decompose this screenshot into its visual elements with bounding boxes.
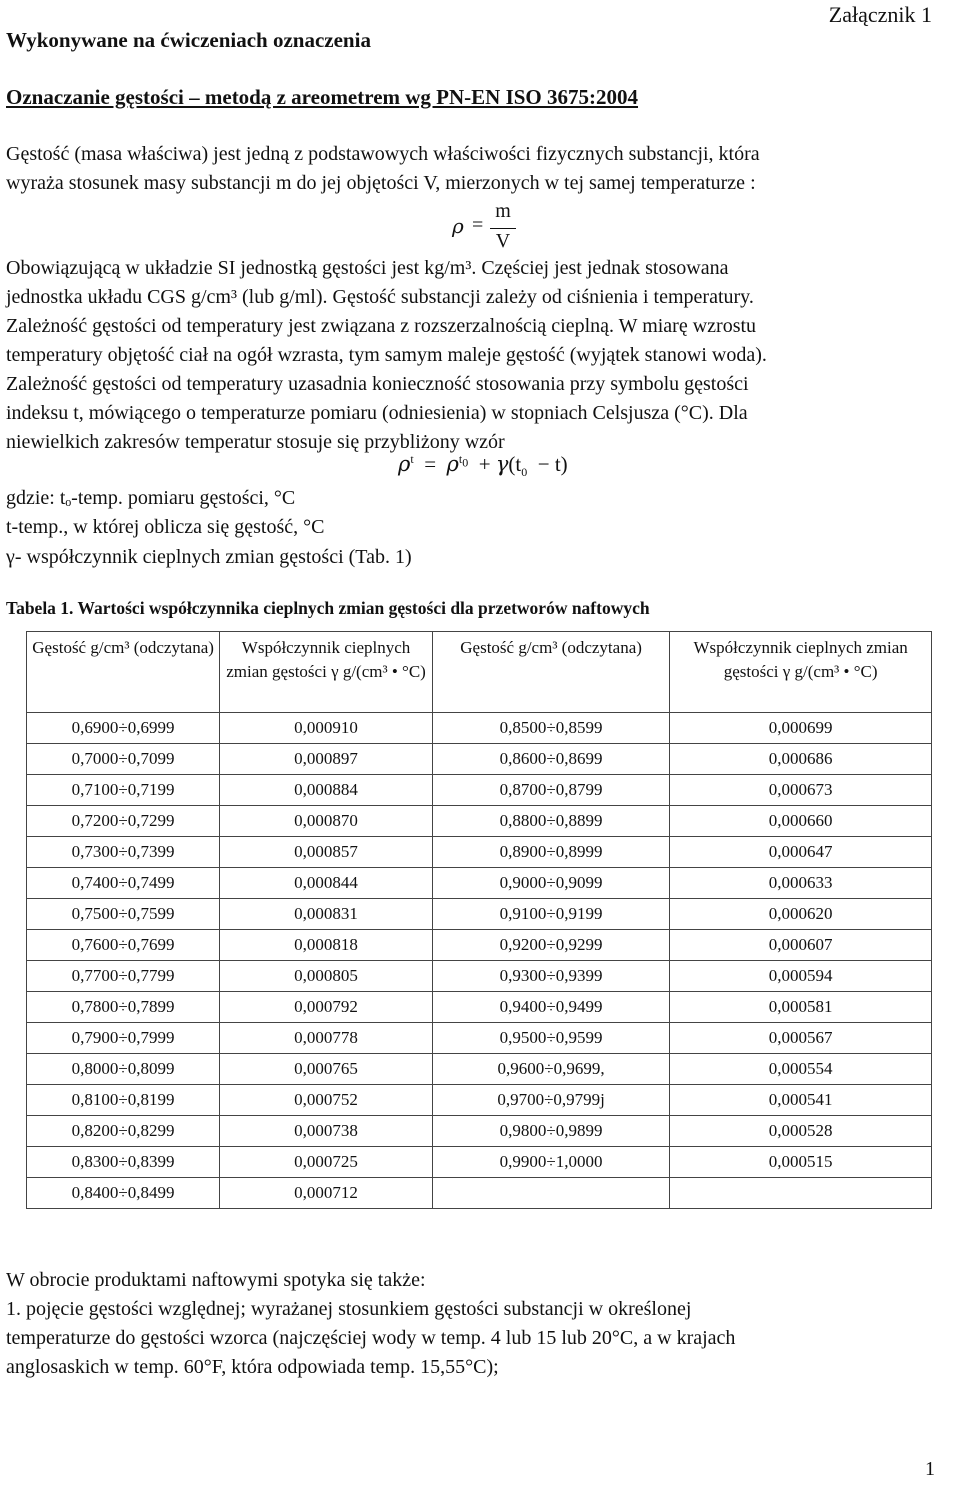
table-cell: 0,000607 (670, 930, 932, 961)
table-cell: 0,7400÷0,7499 (27, 868, 220, 899)
table-cell: 0,000805 (220, 961, 433, 992)
table-row (27, 1023, 932, 1054)
table-row (27, 806, 932, 837)
footer-line: 1. pojęcie gęstości względnej; wyrażanej stosunkiem gęstości substancji w określonej (6, 1298, 692, 1320)
table-row (27, 899, 932, 930)
formula-plus: + (478, 452, 491, 476)
table-cell: 0,7300÷0,7399 (27, 837, 220, 868)
formula-minus: − (537, 452, 550, 476)
table-cell: 0,7500÷0,7599 (27, 899, 220, 930)
column-header: Gęstość g/cm³ (odczytana) (27, 632, 220, 713)
formula-close: t) (554, 452, 568, 476)
table-cell: 0,000818 (220, 930, 433, 961)
table-header-row (27, 632, 932, 713)
table-cell: 0,9100÷0,9199 (432, 899, 669, 930)
table-cell: 0,7200÷0,7299 (27, 806, 220, 837)
table-caption: Tabela 1. Wartości współczynnika cieplnych zmian gęstości dla przetworów naftowych (6, 598, 650, 618)
column-header: Współczynnik cieplnych zmian gęstości γ g/(cm³ • °C) (220, 632, 433, 713)
table-cell: 0,000699 (670, 713, 932, 744)
table-cell: 0,6900÷0,6999 (27, 713, 220, 744)
formula-gamma: γ (495, 452, 509, 476)
formula-denominator: V (495, 230, 511, 252)
formula-numerator: m (495, 200, 511, 222)
table-cell: 0,000910 (220, 713, 433, 744)
formula-equals: = (472, 214, 484, 236)
table-cell: 0,000712 (220, 1178, 433, 1209)
definition-line: t-temp., w której oblicza się gęstość, °C (6, 516, 325, 538)
intro-line: wyraża stosunek masy substancji m do jej objętości V, mierzonych w tej samej temperaturze : (6, 172, 756, 194)
table-cell: 0,000673 (670, 775, 932, 806)
table-cell: 0,7600÷0,7699 (27, 930, 220, 961)
table-row (27, 930, 932, 961)
table-cell: 0,8200÷0,8299 (27, 1116, 220, 1147)
table-cell: 0,000844 (220, 868, 433, 899)
table-row (27, 837, 932, 868)
table-cell: 0,8700÷0,8799 (432, 775, 669, 806)
table-cell: 0,000633 (670, 868, 932, 899)
table-cell: 0,000594 (670, 961, 932, 992)
table-body (27, 713, 932, 1209)
temperature-formula (398, 452, 568, 480)
table-cell: 0,8300÷0,8399 (27, 1147, 220, 1178)
body-line: Zależność gęstości od temperatury uzasadnia konieczność stosowania przy symbolu gęstości (6, 373, 749, 395)
table-cell: 0,8900÷0,8999 (432, 837, 669, 868)
table-cell: 0,9200÷0,9299 (432, 930, 669, 961)
table-row (27, 744, 932, 775)
body-line: temperatury objętość ciał na ogół wzrasta, tym samym maleje gęstość (wyjątek stanowi woda). (6, 344, 767, 366)
formula-rho: ρ (398, 452, 411, 476)
table-cell: 0,8000÷0,8099 (27, 1054, 220, 1085)
table-cell: 0,000515 (670, 1147, 932, 1178)
table-row (27, 1178, 932, 1209)
column-header: Gęstość g/cm³ (odczytana) (432, 632, 669, 713)
table-cell: 0,9900÷1,0000 (432, 1147, 669, 1178)
body-line: jednostka układu CGS g/cm³ (lub g/ml). Gęstość substancji zależy od ciśnienia i temperatury. (6, 286, 754, 308)
table-cell: 0,000765 (220, 1054, 433, 1085)
formula-rho: ρ (446, 452, 459, 476)
formula-rho: ρ (452, 214, 464, 238)
table-cell: 0,8100÷0,8199 (27, 1085, 220, 1116)
fraction-bar (490, 228, 516, 229)
body-line: Zależność gęstości od temperatury jest związana z rozszerzalnością cieplną. W miarę wzrostu (6, 315, 757, 337)
table-cell: 0,000738 (220, 1116, 433, 1147)
table-cell: 0,8400÷0,8499 (27, 1178, 220, 1209)
formula-sup-t0: t (458, 452, 463, 466)
table-cell: 0,7700÷0,7799 (27, 961, 220, 992)
formula-open: (t (508, 452, 522, 476)
formula-equals: = (424, 452, 437, 476)
table-row (27, 992, 932, 1023)
table-cell: 0,000660 (670, 806, 932, 837)
intro-paragraph (6, 140, 956, 198)
table-cell: 0,7000÷0,7099 (27, 744, 220, 775)
table-cell (670, 1178, 932, 1209)
formula-sup-zero: 0 (462, 455, 469, 470)
table-cell: 0,7100÷0,7199 (27, 775, 220, 806)
table-cell: 0,000567 (670, 1023, 932, 1054)
table-row (27, 1147, 932, 1178)
column-header: Współczynnik cieplnych zmian gęstości γ g/(cm³ • °C) (670, 632, 932, 713)
footer-paragraph (6, 1266, 956, 1382)
table-cell: 0,9600÷0,9699, (432, 1054, 669, 1085)
table-cell: 0,000725 (220, 1147, 433, 1178)
table-cell: 0,000581 (670, 992, 932, 1023)
table-cell: 0,9800÷0,9899 (432, 1116, 669, 1147)
intro-line: Gęstość (masa właściwa) jest jedną z podstawowych właściwości fizycznych substancji, która (6, 143, 760, 165)
table-cell: 0,000752 (220, 1085, 433, 1116)
table-cell: 0,000778 (220, 1023, 433, 1054)
table-row (27, 1085, 932, 1116)
table-cell: 0,000792 (220, 992, 433, 1023)
definition-line: gdzie: tₒ-temp. pomiaru gęstości, °C (6, 487, 296, 509)
footer-line: temperaturze do gęstości wzorca (najczęściej wody w temp. 4 lub 15 lub 20°C, a w krajach (6, 1327, 736, 1349)
table-cell: 0,000647 (670, 837, 932, 868)
table-cell: 0,8800÷0,8899 (432, 806, 669, 837)
body-line: niewielkich zakresów temperatur stosuje się przybliżony wzór (6, 431, 505, 453)
table-row (27, 1116, 932, 1147)
table-cell: 0,9300÷0,9399 (432, 961, 669, 992)
table-cell: 0,9500÷0,9599 (432, 1023, 669, 1054)
footer-line: anglosaskich w temp. 60°F, która odpowiada temp. 15,55°C); (6, 1356, 499, 1378)
table-cell: 0,000857 (220, 837, 433, 868)
table-cell: 0,000554 (670, 1054, 932, 1085)
table-row (27, 713, 932, 744)
table-row (27, 1054, 932, 1085)
table-cell: 0,000686 (670, 744, 932, 775)
annex-label: Załącznik 1 (828, 2, 932, 27)
formula-sub0: 0 (521, 465, 528, 480)
table-cell: 0,000870 (220, 806, 433, 837)
table-cell (432, 1178, 669, 1209)
table-cell: 0,8600÷0,8699 (432, 744, 669, 775)
table-cell: 0,000528 (670, 1116, 932, 1147)
body-line: indeksu t, mówiącego o temperaturze pomiaru (odniesienia) w stopniach Celsjusza (°C). Dla (6, 402, 748, 424)
body-line: Obowiązującą w układzie SI jednostką gęstości jest kg/m³. Częściej jest jednak stosowana (6, 257, 729, 279)
formula-sup-t: t (410, 452, 414, 466)
table-cell: 0,000541 (670, 1085, 932, 1116)
body-paragraph (6, 254, 956, 457)
table-cell: 0,8500÷0,8599 (432, 713, 669, 744)
table-row (27, 868, 932, 899)
page-title: Wykonywane na ćwiczeniach oznaczenia (6, 28, 371, 52)
definition-line: γ- współczynnik cieplnych zmian gęstości (Tab. 1) (6, 546, 412, 568)
table-cell: 0,7800÷0,7899 (27, 992, 220, 1023)
table-cell: 0,000897 (220, 744, 433, 775)
table-cell: 0,9700÷0,9799j (432, 1085, 669, 1116)
table-cell: 0,000831 (220, 899, 433, 930)
table-cell: 0,7900÷0,7999 (27, 1023, 220, 1054)
table-cell: 0,9400÷0,9499 (432, 992, 669, 1023)
section-heading: Oznaczanie gęstości – metodą z areometrem wg PN-EN ISO 3675:2004 (6, 85, 639, 109)
page-number: 1 (925, 1458, 935, 1480)
coefficient-table (26, 631, 932, 1209)
table-cell: 0,000884 (220, 775, 433, 806)
table-row (27, 961, 932, 992)
footer-lead: W obrocie produktami naftowymi spotyka się także: (6, 1269, 426, 1291)
table-cell: 0,000620 (670, 899, 932, 930)
table-cell: 0,9000÷0,9099 (432, 868, 669, 899)
table-row (27, 775, 932, 806)
